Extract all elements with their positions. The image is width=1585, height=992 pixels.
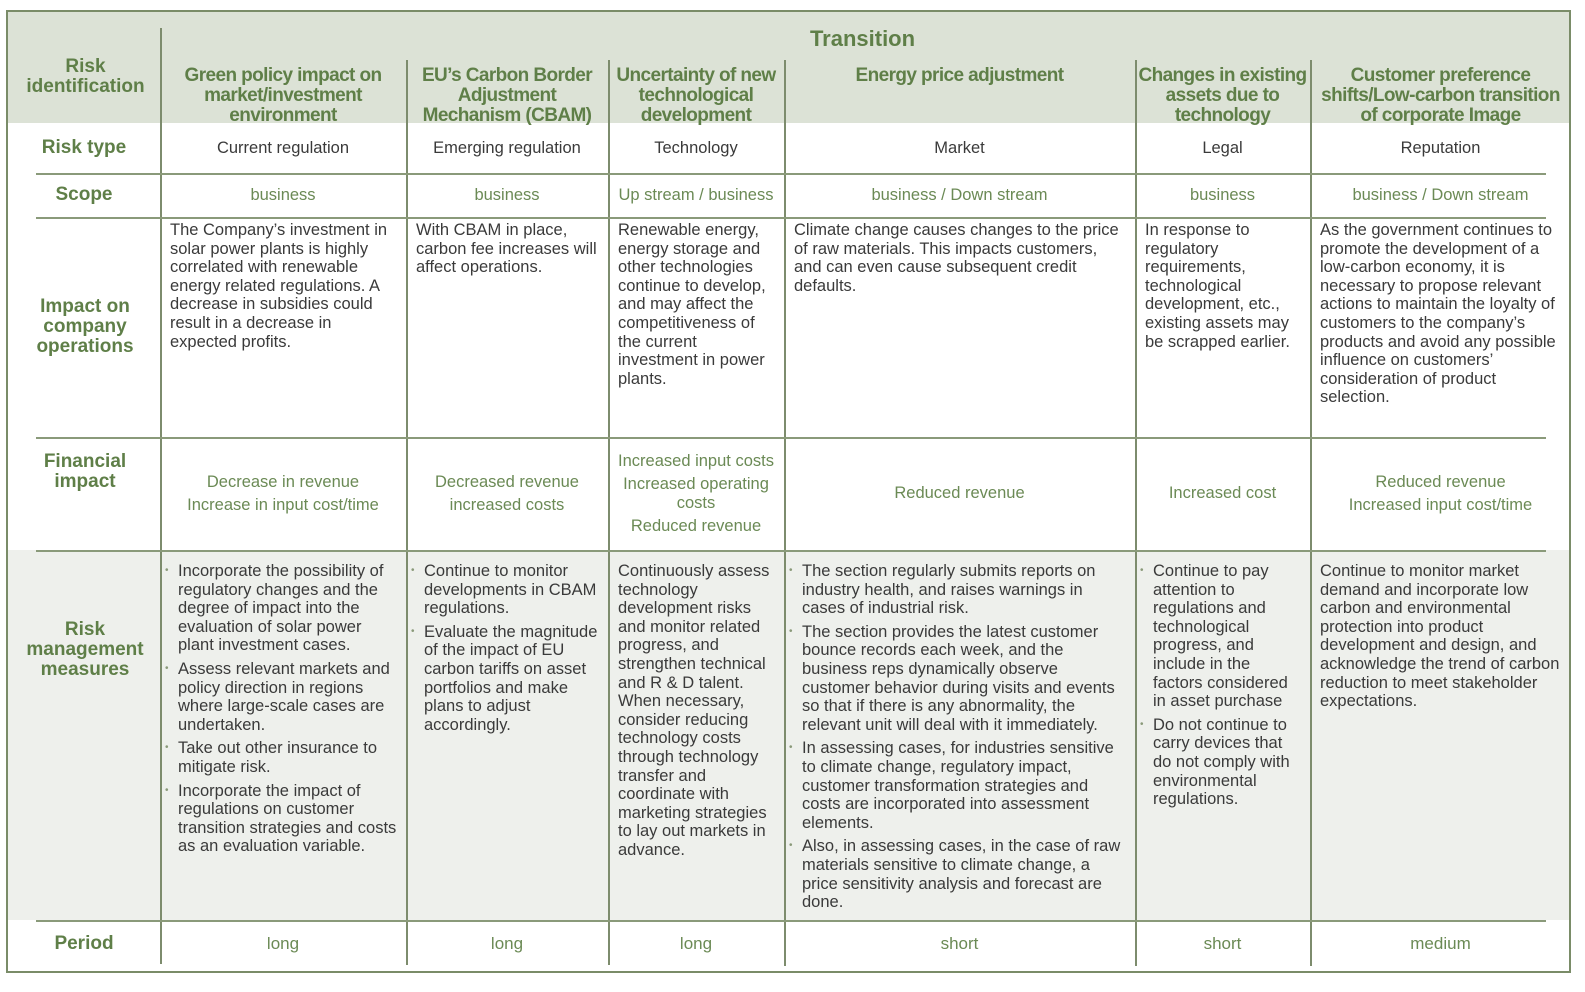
period-value: short <box>1203 934 1242 953</box>
column-divider <box>160 28 162 964</box>
risk-management-cell <box>166 558 400 920</box>
measure-item: • Do not continue to carry devices that do not comply with environmental regulations. <box>1141 716 1304 809</box>
scope-value: business <box>250 185 316 204</box>
risk-management-cell <box>1320 558 1561 920</box>
measure-text: Continue to monitor market demand and incorporate low carbon and environmental protection into product development and design, and acknowledge the trend of carbon reduction to meet stakeholder expectations. <box>1320 562 1560 711</box>
measure-item: • Also, in assessing cases, in the case of raw materials sensitive to climate change, a price sensitivity analysis and forecast are done. <box>790 837 1129 911</box>
financial-impact-value <box>794 437 1125 550</box>
period-value: medium <box>1410 934 1471 953</box>
column-divider <box>1135 60 1137 966</box>
risk-type-value: Emerging regulation <box>433 139 581 157</box>
period-value: long <box>679 934 713 953</box>
risk-type-value: Current regulation <box>216 139 350 157</box>
financial-impact-item: increased costs <box>449 495 565 514</box>
measure-item: • In assessing cases, for industries sensitive to climate change, regulatory impact, customer transformation strategies and costs are incorporated into assessment elements. <box>790 739 1129 832</box>
measures-list <box>412 562 602 739</box>
column-header: EU’s Carbon Border Adjustment Mechanism (CBAM) <box>421 65 593 126</box>
impact-text: The Company’s investment in solar power plants is highly correlated with renewable energy related regulations. A decrease in subsidies could result in a decrease in expected profits. <box>170 221 388 351</box>
measures-list <box>790 562 1129 917</box>
scope-value: Up stream / business <box>618 185 774 204</box>
impact-text: In response to regulatory requirements, technological development, etc., existing assets may be scrapped earlier. <box>1145 221 1290 351</box>
financial-impact-item: Increased input costs <box>618 451 774 470</box>
row-label-risk-management: Risk management measures <box>26 619 144 680</box>
financial-impact-item: Increased input cost/time <box>1348 495 1533 514</box>
risk-management-cell <box>618 558 774 920</box>
impact-text: As the government continues to promote the development of a low-carbon economy, it is necessary to propose relevant actions to maintain the loyalty of customers to the company’s products and avoid any possible influence on customers’ consideration of product selection. <box>1320 221 1556 407</box>
row-divider <box>36 437 1546 439</box>
measure-item: • Evaluate the magnitude of the impact of EU carbon tariffs on asset portfolios and make plans to adjust accordingly. <box>412 623 602 735</box>
financial-impact-item: Increase in input cost/time <box>187 495 379 514</box>
risk-management-cell <box>412 558 602 920</box>
row-label-impact: Impact on company operations <box>36 296 134 357</box>
risk-type-value: Market <box>934 139 985 157</box>
column-divider <box>406 60 408 965</box>
measure-item: • Take out other insurance to mitigate risk. <box>166 739 400 776</box>
measure-item: • The section regularly submits reports on industry health, and raises warnings in cases of industrial risk. <box>790 562 1129 618</box>
financial-impact-value <box>170 437 396 550</box>
measure-item: • Incorporate the possibility of regulatory changes and the degree of impact into the evaluation of solar power plant investment cases. <box>166 562 400 655</box>
scope-value: business <box>474 185 540 204</box>
row-divider <box>36 920 1546 922</box>
row-label-risk-identification: Risk identification <box>26 56 145 97</box>
column-header: Changes in existing assets due to technology <box>1138 65 1307 126</box>
row-divider <box>36 217 1546 219</box>
column-header: Green policy impact on market/investment environment <box>184 65 382 126</box>
period-value: long <box>490 934 524 953</box>
risk-type-value: Legal <box>1202 139 1243 157</box>
risk-management-cell <box>1141 558 1304 920</box>
financial-impact-item: Decreased revenue <box>434 472 579 491</box>
row-divider <box>36 173 1546 175</box>
measures-list <box>166 562 400 861</box>
financial-impact-value <box>618 437 774 550</box>
measure-item: • Assess relevant markets and policy direction in regions where large-scale cases are undertaken. <box>166 660 400 734</box>
measure-item: • Continue to pay attention to regulations and technological progress, and include in the factors considered in asset purchase <box>1141 562 1304 711</box>
financial-impact-value <box>1320 437 1561 550</box>
period-value: short <box>940 934 979 953</box>
measures-list <box>1141 562 1304 814</box>
column-divider <box>608 60 610 965</box>
financial-impact-value <box>1145 437 1300 550</box>
row-label-risk-type: Risk type <box>41 137 127 158</box>
row-divider <box>36 550 1546 552</box>
measure-item: • The section provides the latest customer bounce records each week, and the business reps dynamically observe customer behavior during visits and events so that if there is any abnormality, the relevant unit will deal with it immediately. <box>790 623 1129 735</box>
risk-type-value: Technology <box>654 139 738 157</box>
row-label-financial-impact: Financial impact <box>43 451 127 492</box>
column-header: Customer preference shifts/Low-carbon transition of corporate Image <box>1321 65 1560 126</box>
impact-text: With CBAM in place, carbon fee increases will affect operations. <box>416 221 597 277</box>
financial-impact-item: Increased operating costs <box>623 474 769 512</box>
risk-type-value: Reputation <box>1400 139 1481 157</box>
column-header: Uncertainty of new technological development <box>616 65 776 126</box>
period-value: long <box>266 934 300 953</box>
measure-item: • Continue to monitor developments in CBAM regulations. <box>412 562 602 618</box>
financial-impact-item: Reduced revenue <box>1375 472 1506 491</box>
column-divider <box>1310 60 1312 966</box>
risk-table <box>6 10 1571 973</box>
group-header-transition: Transition <box>809 26 916 51</box>
measure-text: Continuously assess technology development risks and monitor related progress, and strengthen technical and R & D talent. When necessary, consider reducing technology costs through technology transfer and coordinate with marketing strategies to lay out markets in advance. <box>618 562 770 859</box>
column-divider <box>784 60 786 966</box>
row-label-period: Period <box>54 933 114 954</box>
financial-impact-item: Reduced revenue <box>630 516 762 535</box>
financial-impact-item: Reduced revenue <box>894 484 1025 502</box>
scope-value: business / Down stream <box>871 185 1048 204</box>
impact-text: Climate change causes changes to the price of raw materials. This impacts customers, and can even cause subsequent credit defaults. <box>794 221 1119 295</box>
risk-management-cell <box>790 558 1129 920</box>
financial-impact-item: Increased cost <box>1168 484 1277 502</box>
row-label-scope: Scope <box>55 184 113 205</box>
measure-item: • Incorporate the impact of regulations on customer transition strategies and costs as an evaluation variable. <box>166 782 400 856</box>
scope-value: business <box>1189 185 1256 204</box>
column-header: Energy price adjustment <box>855 65 1064 86</box>
financial-impact-value <box>416 437 598 550</box>
scope-value: business / Down stream <box>1352 185 1529 204</box>
impact-text: Renewable energy, energy storage and other technologies continue to develop, and may affect the competitiveness of the current investment in power plants. <box>618 221 766 388</box>
financial-impact-item: Decrease in revenue <box>206 472 360 491</box>
